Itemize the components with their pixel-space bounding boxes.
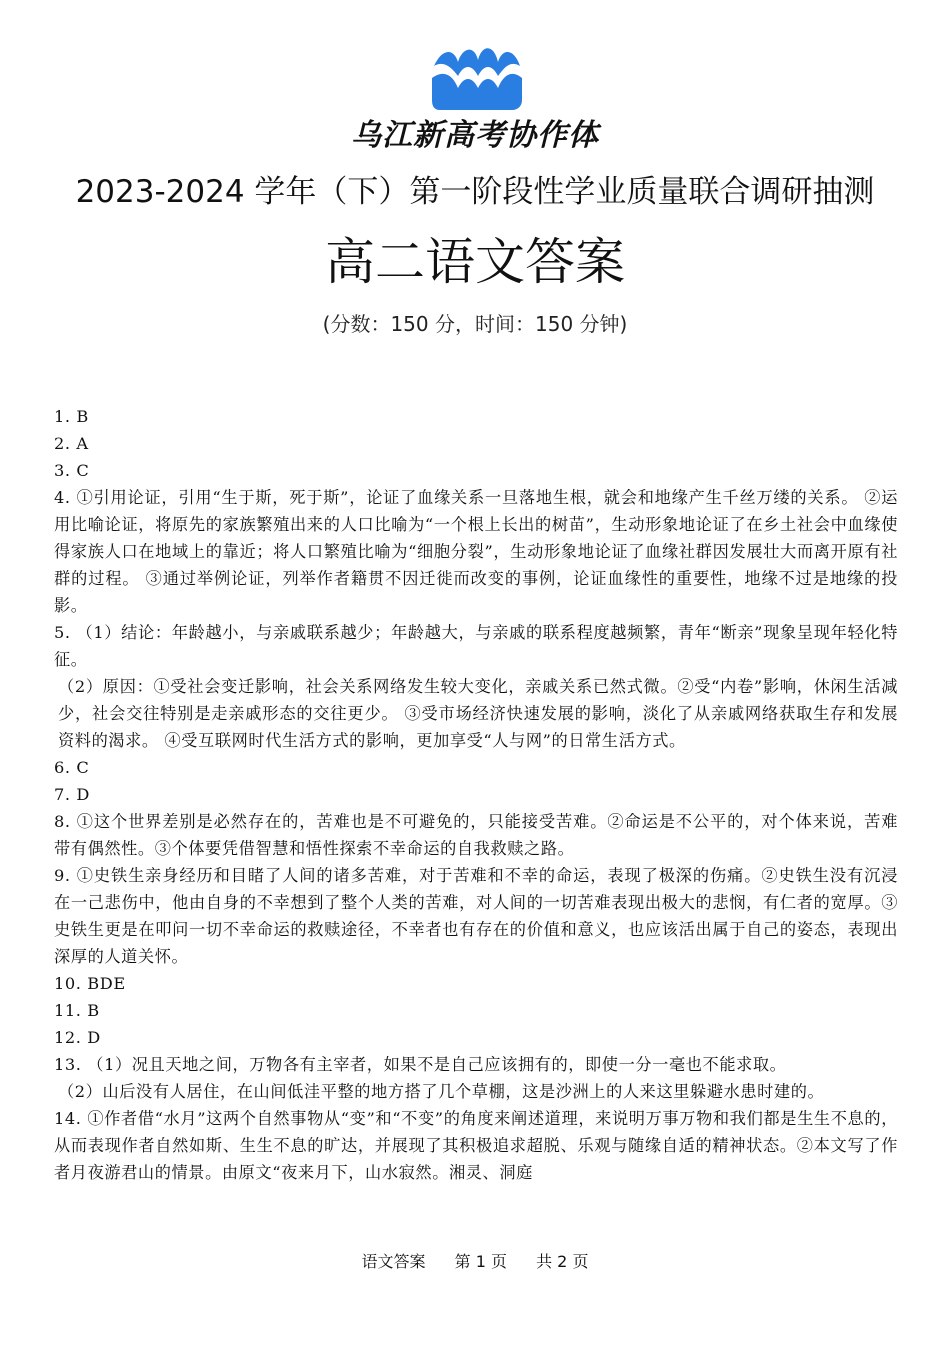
exam-subtitle: 2023-2024 学年（下）第一阶段性学业质量联合调研抽测 — [75, 174, 875, 210]
answer-item: （2）原因：①受社会变迁影响，社会关系网络发生较大变化，亲戚关系已然式微。②受“内卷”影响，休闲生活减少，社会交往特别是走亲戚形态的交往更少。 ③受市场经济快速发展的影响，淡化了从亲戚网络获取生存和发展资料的渴求。 ④受互联网时代生活方式的影响，更加享受“人与网”的日常生活方式。 — [58, 677, 898, 750]
answer-item: 4. ①引用论证，引用“生于斯，死于斯”，论证了血缘关系一旦落地生根，就会和地缘产生千丝万缕的关系。 ②运用比喻论证，将原先的家族繁殖出来的人口比喻为“一个根上长出的树苗”，生动形象地论证了在乡土社会中血缘使得家族人口在地域上的靠近；将人口繁殖比喻为“细胞分裂”，生动形象地论证了血缘社群因发展壮大而离开原有社群的过程。 ③通过举例论证，列举作者籍贯不因迁徙而改变的事例，论证血缘性的重要性，地缘不过是地缘的投影。 — [54, 488, 898, 615]
answer-item: 3. C — [54, 461, 90, 480]
answer-item: 1. B — [54, 407, 89, 426]
answer-item: 8. ①这个世界差别是必然存在的，苦难也是不可避免的，只能接受苦难。②命运是不公平的，对个体来说，苦难带有偶然性。③个体要凭借智慧和悟性探索不幸命运的自我救赎之路。 — [54, 812, 898, 858]
answer-item: 2. A — [54, 434, 89, 453]
page-footer — [0, 1249, 950, 1272]
answer-item: 11. B — [54, 1001, 100, 1020]
answer-item: 12. D — [54, 1028, 101, 1047]
answer-item: （2）山后没有人居住，在山间低洼平整的地方搭了几个草棚，这是沙洲上的人来这里躲避水患时建的。 — [58, 1082, 825, 1101]
footer-page-number: 第 1 页 — [454, 1252, 507, 1271]
answer-item: 6. C — [54, 758, 90, 777]
answer-item: 13. （1）况且天地之间，万物各有主宰者，如果不是自己应该拥有的，即使一分一毫也不能求取。 — [54, 1055, 787, 1074]
score-time-info: (分数：150 分，时间：150 分钟) — [322, 312, 628, 336]
organization-name: 乌江新高考协作体 — [351, 118, 599, 153]
answer-list — [54, 403, 898, 1186]
page-title: 高二语文答案 — [325, 233, 625, 291]
answer-item: 5. （1）结论：年龄越小，与亲戚联系越少；年龄越大，与亲戚的联系程度越频繁，青年“断亲”现象呈现年轻化特征。 — [54, 623, 898, 669]
answer-item: 9. ①史铁生亲身经历和目睹了人间的诸多苦难，对于苦难和不幸的命运，表现了极深的伤痛。②史铁生没有沉浸在一己悲伤中，他由自身的不幸想到了整个人类的苦难，对人间的一切苦难表现出极大的悲悯，有仁者的宽厚。③史铁生更是在叩问一切不幸命运的救赎途径，不幸者也有存在的价值和意义，也应该活出属于自己的姿态，表现出深厚的人道关怀。 — [54, 866, 898, 966]
answer-item: 7. D — [54, 785, 90, 804]
footer-subject: 语文答案 — [361, 1252, 426, 1271]
footer-total-pages: 共 2 页 — [536, 1252, 589, 1271]
wave-logo-icon — [428, 38, 524, 110]
answer-item: 14. ①作者借“水月”这两个自然事物从“变”和“不变”的角度来阐述道理，来说明万事万物和我们都是生生不息的，从而表现作者自然如斯、生生不息的旷达，并展现了其积极追求超脱、乐观与随缘自适的精神状态。②本文写了作者月夜游君山的情景。由原文“夜来月下，山水寂然。湘灵、洞庭 — [54, 1109, 898, 1182]
answer-item: 10. BDE — [54, 974, 126, 993]
